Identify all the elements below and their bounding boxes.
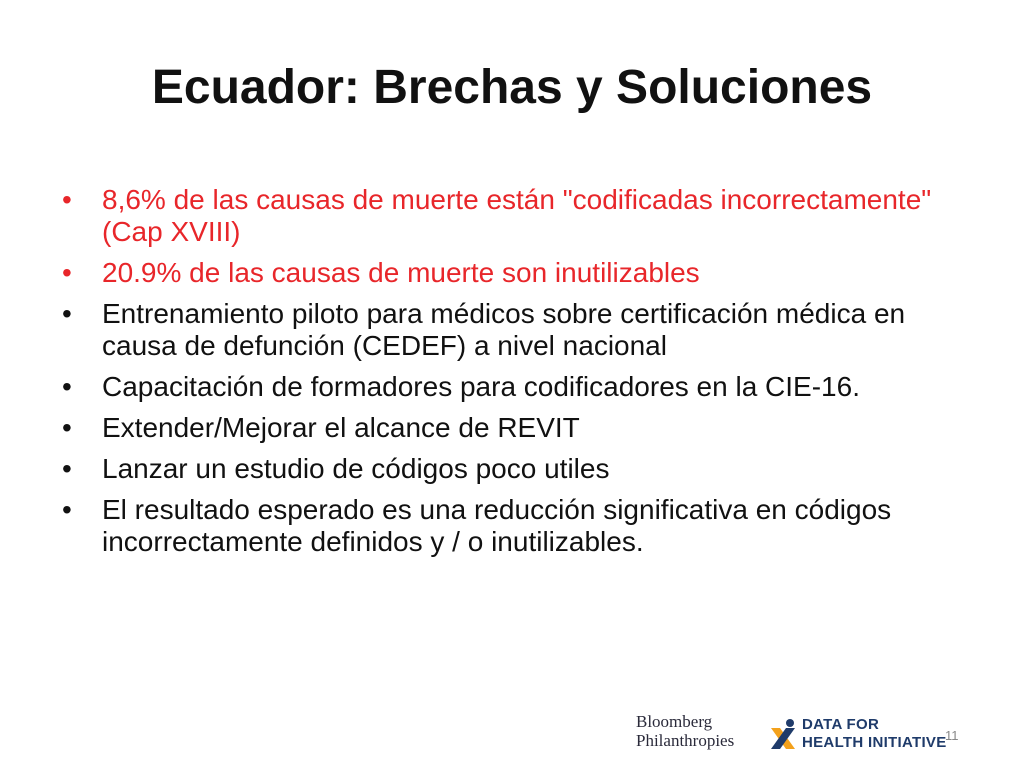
- bullet-text: Capacitación de formadores para codificadores en la CIE-16.: [102, 371, 860, 402]
- data-for-health-x-icon: [768, 718, 798, 752]
- bullet-item: [62, 257, 962, 289]
- data-for-health-logo: [802, 716, 952, 752]
- bullet-list: [62, 184, 962, 567]
- bloomberg-logo-line2: Philanthropies: [636, 731, 735, 750]
- slide-title: Ecuador: Brechas y Soluciones: [151, 61, 873, 114]
- bullet-item: [62, 298, 962, 362]
- bullet-text: Lanzar un estudio de códigos poco utiles: [102, 453, 610, 484]
- bullet-item: [62, 184, 962, 248]
- bullet-item: [62, 412, 962, 444]
- bullet-dot: •: [62, 371, 72, 402]
- bullet-item: [62, 371, 962, 403]
- dfh-logo-line2: HEALTH INITIATIVE: [802, 734, 947, 751]
- bullet-text: 20.9% de las causas de muerte son inutilizables: [102, 257, 700, 288]
- bullet-dot: •: [62, 257, 72, 288]
- page-number: 11: [945, 728, 959, 743]
- bullet-item: [62, 453, 962, 485]
- dfh-logo-line1: DATA FOR: [802, 716, 880, 733]
- bullet-text: El resultado esperado es una reducción significativa en códigos incorrectamente definidos y / o inutilizables.: [102, 494, 892, 557]
- bloomberg-logo-line1: Bloomberg: [636, 712, 713, 731]
- bullet-text: Extender/Mejorar el alcance de REVIT: [102, 412, 580, 443]
- bullet-dot: •: [62, 453, 72, 484]
- bullet-dot: •: [62, 298, 72, 329]
- bullet-text: Entrenamiento piloto para médicos sobre certificación médica en causa de defunción (CEDEF) a nivel nacional: [102, 298, 906, 361]
- bullet-text: 8,6% de las causas de muerte están "codificadas incorrectamente" (Cap XVIII): [102, 184, 932, 247]
- bullet-dot: •: [62, 494, 72, 525]
- bullet-item: [62, 494, 962, 558]
- bullet-dot: •: [62, 184, 72, 215]
- bloomberg-philanthropies-logo: [636, 712, 756, 750]
- bullet-dot: •: [62, 412, 72, 443]
